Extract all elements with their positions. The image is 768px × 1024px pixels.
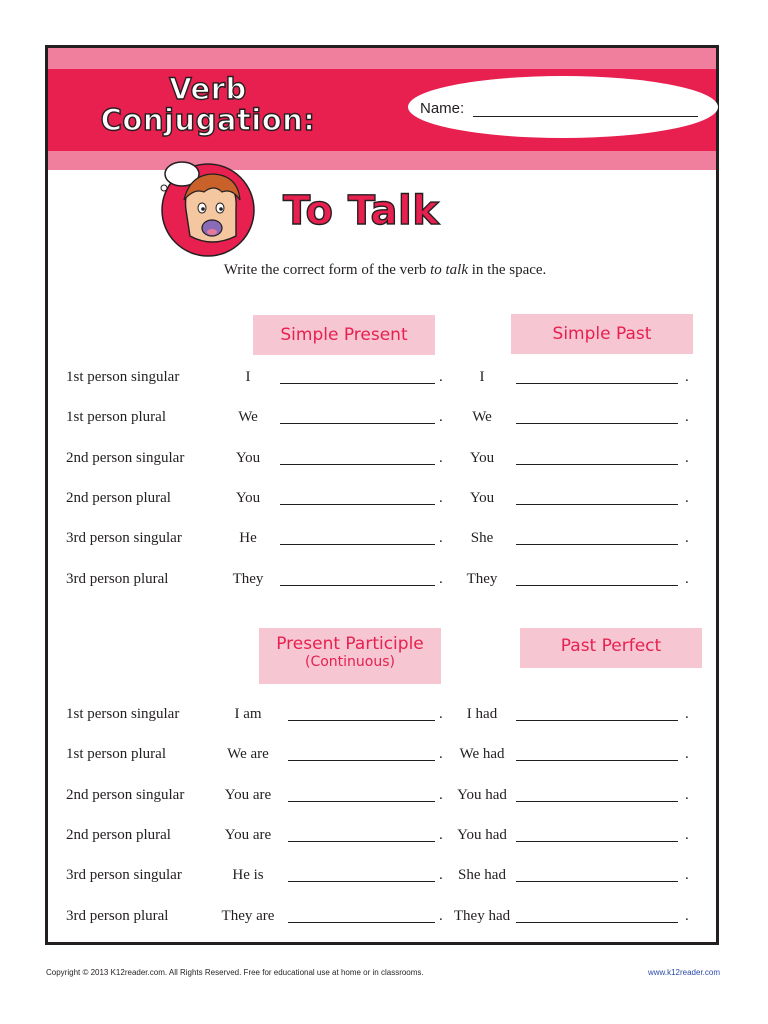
pronoun-left: You are bbox=[224, 827, 272, 843]
table-row: 1st person plural We are . We had . bbox=[66, 746, 689, 762]
table-row: 2nd person plural You . You . bbox=[66, 490, 689, 506]
answer-blank[interactable] bbox=[516, 801, 678, 802]
instruction-after: in the space. bbox=[468, 262, 547, 278]
answer-blank[interactable] bbox=[280, 504, 435, 505]
row-label: 2nd person plural bbox=[66, 827, 171, 843]
answer-blank[interactable] bbox=[280, 544, 435, 545]
pronoun-right: She bbox=[470, 530, 494, 546]
instruction-before: Write the correct form of the verb bbox=[223, 262, 431, 278]
answer-blank[interactable] bbox=[516, 841, 678, 842]
table-row: 1st person singular I am . I had . bbox=[66, 706, 689, 722]
table-row: 1st person plural We . We . bbox=[66, 409, 689, 425]
answer-blank[interactable] bbox=[516, 423, 678, 424]
row-label: 1st person plural bbox=[66, 746, 166, 762]
worksheet bbox=[45, 45, 719, 945]
heading-present-participle bbox=[259, 628, 441, 684]
table-row: 3rd person singular He is . She had . bbox=[66, 867, 689, 883]
worksheet-title bbox=[78, 74, 338, 136]
pronoun-left: You are bbox=[224, 787, 272, 803]
row-label: 2nd person singular bbox=[66, 787, 185, 803]
row-label: 1st person plural bbox=[66, 409, 166, 425]
copyright-notice: Copyright © 2013 K12reader.com. All Rights Reserved. Free for educational use at home or in classrooms. bbox=[46, 968, 424, 977]
pronoun-left: They bbox=[232, 571, 264, 587]
answer-blank[interactable] bbox=[516, 504, 678, 505]
answer-blank[interactable] bbox=[516, 760, 678, 761]
answer-blank[interactable] bbox=[288, 922, 435, 923]
pronoun-right: You had bbox=[457, 827, 507, 843]
heading-past-perfect-label: Past Perfect bbox=[560, 636, 662, 656]
row-label: 3rd person plural bbox=[66, 908, 169, 924]
row-label: 1st person singular bbox=[66, 369, 180, 385]
answer-blank[interactable] bbox=[280, 383, 435, 384]
heading-present-participle-sub: (Continuous) bbox=[305, 654, 395, 670]
row-label: 2nd person singular bbox=[66, 450, 185, 466]
table-row: 1st person singular I . I . bbox=[66, 369, 689, 385]
title-line-2: Conjugation: bbox=[100, 103, 316, 137]
row-label: 1st person singular bbox=[66, 706, 180, 722]
table-row: 2nd person singular You . You . bbox=[66, 450, 689, 466]
answer-blank[interactable] bbox=[516, 383, 678, 384]
table-row: 2nd person plural You are . You had . bbox=[66, 827, 689, 843]
talking-boy-illustration bbox=[152, 150, 262, 260]
name-input-line[interactable] bbox=[473, 116, 698, 117]
table-row: 2nd person singular You are . You had . bbox=[66, 787, 689, 803]
row-label: 3rd person singular bbox=[66, 530, 182, 546]
heading-past-perfect bbox=[520, 628, 702, 668]
heading-simple-past-label: Simple Past bbox=[552, 324, 652, 344]
pronoun-left: You bbox=[235, 490, 261, 506]
pronoun-right: You bbox=[469, 450, 495, 466]
answer-blank[interactable] bbox=[516, 720, 678, 721]
table-row: 3rd person plural They . They . bbox=[66, 571, 689, 587]
heading-simple-present bbox=[253, 315, 435, 355]
answer-blank[interactable] bbox=[516, 544, 678, 545]
pronoun-left: You bbox=[235, 450, 261, 466]
answer-blank[interactable] bbox=[280, 423, 435, 424]
row-label: 3rd person plural bbox=[66, 571, 169, 587]
answer-blank[interactable] bbox=[516, 881, 678, 882]
pronoun-right: I bbox=[479, 369, 485, 385]
main-title: To Talk bbox=[283, 188, 440, 234]
answer-blank[interactable] bbox=[516, 922, 678, 923]
answer-blank[interactable] bbox=[288, 841, 435, 842]
header-band-bottom bbox=[48, 151, 716, 170]
answer-blank[interactable] bbox=[288, 881, 435, 882]
answer-blank[interactable] bbox=[280, 585, 435, 586]
answer-blank[interactable] bbox=[516, 585, 678, 586]
pronoun-right: We bbox=[472, 409, 492, 425]
pronoun-right: We had bbox=[459, 746, 505, 762]
answer-blank[interactable] bbox=[516, 464, 678, 465]
pronoun-right: You had bbox=[457, 787, 507, 803]
website-link[interactable]: www.k12reader.com bbox=[647, 968, 720, 977]
pronoun-right: They bbox=[466, 571, 498, 587]
heading-present-participle-label: Present Participle bbox=[276, 634, 424, 654]
answer-blank[interactable] bbox=[288, 720, 435, 721]
pronoun-left: They are bbox=[221, 908, 275, 924]
pronoun-left: We are bbox=[227, 746, 269, 762]
answer-blank[interactable] bbox=[288, 760, 435, 761]
answer-blank[interactable] bbox=[288, 801, 435, 802]
pronoun-right: She had bbox=[458, 867, 506, 883]
name-label: Name: bbox=[420, 100, 465, 117]
pronoun-right: I had bbox=[466, 706, 498, 722]
instruction-text bbox=[48, 262, 722, 279]
pronoun-left: He is bbox=[232, 867, 264, 883]
title-line-1: Verb bbox=[169, 72, 247, 106]
pronoun-left: I bbox=[245, 369, 251, 385]
row-label: 2nd person plural bbox=[66, 490, 171, 506]
answer-blank[interactable] bbox=[280, 464, 435, 465]
pronoun-left: We bbox=[238, 409, 258, 425]
instruction-verb: to talk bbox=[430, 262, 468, 278]
header-band-top bbox=[48, 48, 716, 69]
heading-simple-present-label: Simple Present bbox=[280, 325, 408, 345]
table-row: 3rd person plural They are . They had . bbox=[66, 908, 689, 924]
heading-simple-past bbox=[511, 314, 693, 354]
pronoun-right: You bbox=[469, 490, 495, 506]
pronoun-left: I am bbox=[234, 706, 262, 722]
pronoun-right: They had bbox=[453, 908, 511, 924]
row-label: 3rd person singular bbox=[66, 867, 182, 883]
table-row: 3rd person singular He . She . bbox=[66, 530, 689, 546]
pronoun-left: He bbox=[239, 530, 257, 546]
